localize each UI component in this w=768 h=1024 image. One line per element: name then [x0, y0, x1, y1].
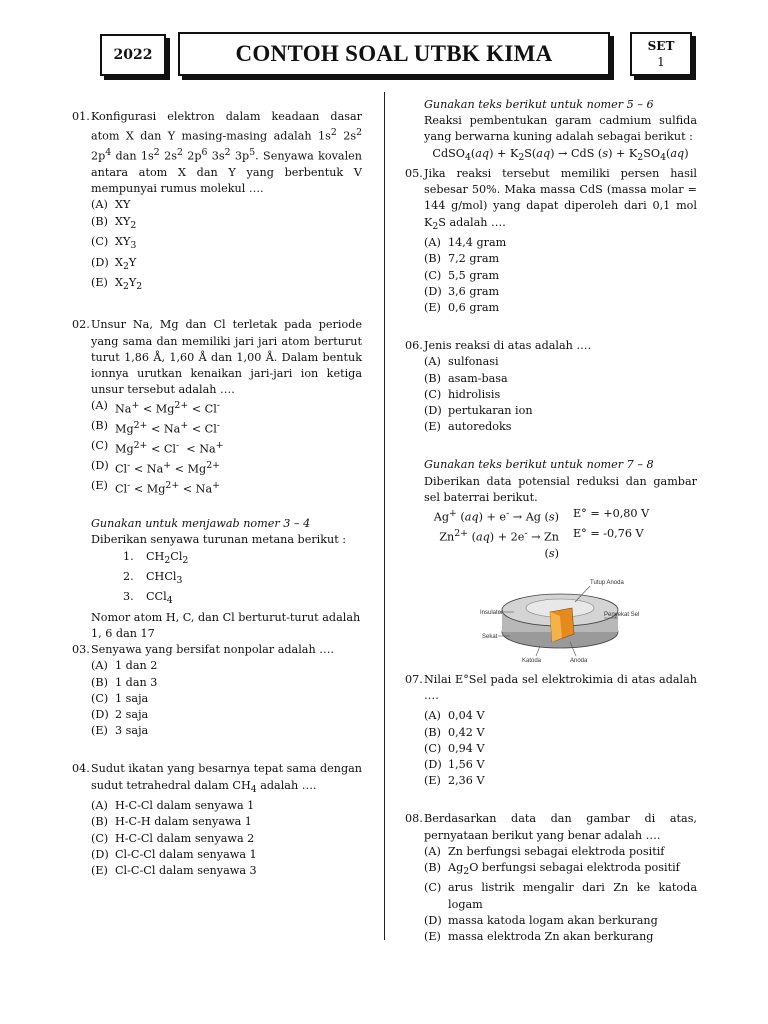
option-c[interactable]: (C) H-C-Cl dalam senyawa 2 [91, 831, 255, 845]
option-e[interactable]: (E) $X_2Y_2$ [91, 276, 143, 293]
question-number: 08. [405, 812, 423, 826]
passage-7-8 [405, 457, 697, 562]
passage-3-4 [72, 516, 362, 642]
question-stem: Sudut ikatan yang besarnya tepat sama dengan sudut tetrahedral dalam $CH_4$ adalah …. [91, 762, 362, 795]
option-b[interactable]: (B) $XY_2$ [91, 214, 137, 231]
question-3 [72, 642, 362, 739]
question-7 [405, 672, 697, 789]
option-c[interactable]: (C) $XY_3$ [91, 235, 137, 252]
passage-heading: Gunakan untuk menjawab nomer 3 – 4 [91, 517, 311, 531]
option-b[interactable]: (B) 1 dan 3 [91, 675, 158, 689]
question-number: 03. [72, 643, 90, 657]
passage-intro: Reaksi pembentukan garam cadmium sulfida yang berwarna kuning adalah sebagai berikut : [424, 114, 697, 144]
option-e[interactable]: (E) $Cl^- < Mg^{2+} < Na^+$ [91, 479, 220, 496]
option-c[interactable]: (C) hidrolisis [424, 387, 501, 401]
options-list [424, 708, 697, 789]
option-b[interactable]: (B) H-C-H dalam senyawa 1 [91, 815, 252, 829]
question-6 [405, 338, 697, 435]
question-stem: Konfigurasi elektron dalam keadaan dasar atom X dan Y masing-masing adalah $1s^2$ $2s^2$ $2p^4$ dan $1s^2$ $2s^2$ $2p^6$ $3s^2$ $3p^5$. Senyawa kovalen antara atom X dan Y yang berbentuk V mempunyai rumus molekul …. [91, 110, 363, 196]
set-label: SET [647, 39, 675, 53]
question-number: 01. [72, 110, 90, 123]
options-list [91, 658, 362, 739]
question-8 [405, 811, 697, 945]
question-number: 04. [72, 762, 90, 776]
question-number: 05. [405, 167, 423, 181]
option-a[interactable]: (A) 14,4 gram [424, 236, 507, 250]
half-reaction-silver: Ag+ (aq) + e- → Ag (s) E° = +0,80 V [433, 506, 650, 524]
question-stem: Senyawa yang bersifat nonpolar adalah …. [91, 643, 334, 657]
option-e[interactable]: (E) massa elektroda Zn akan berkurang [424, 930, 654, 944]
passage-heading: Gunakan teks berikut untuk nomer 7 – 8 [424, 458, 654, 472]
right-column [405, 97, 697, 945]
half-reaction-zinc: $Zn^{2+}$ (aq) + 2e- → Zn (s) E° = -0,76 V [439, 526, 644, 560]
passage-intro: Diberikan data potensial reduksi dan gambar sel baterrai berikut. [424, 474, 697, 504]
option-e[interactable]: (E) autoredoks [424, 420, 512, 434]
option-d[interactable]: (D) $X_2Y$ [91, 255, 137, 272]
label-separator: Penyekat Sel [604, 612, 640, 619]
option-c[interactable]: (C) 1 saja [91, 691, 149, 705]
page-title: CONTOH SOAL UTBK KIMA [235, 41, 553, 66]
option-b[interactable]: (B) 7,2 gram [424, 252, 500, 266]
option-a[interactable]: (A) H-C-Cl dalam senyawa 1 [91, 799, 255, 813]
button-cell-diagram [480, 572, 650, 664]
compound-list [91, 549, 362, 610]
compound-item: 1. $CH_2Cl_2$ [123, 549, 189, 566]
option-d[interactable]: (D) $Cl^- < Na^+ < Mg^{2+}$ [91, 459, 220, 476]
option-d[interactable]: (D) pertukaran ion [424, 403, 533, 417]
question-5 [405, 166, 697, 316]
question-stem: Nilai E°Sel pada sel elektrokimia di atas adalah …. [424, 673, 697, 703]
question-number: 06. [405, 339, 423, 353]
set-number: 1 [657, 55, 665, 69]
label-anode: Anoda [570, 658, 588, 665]
question-number: 02. [72, 318, 90, 332]
option-a[interactable]: (A) sulfonasi [424, 355, 499, 369]
option-c[interactable]: (C) 5,5 gram [424, 268, 500, 282]
option-d[interactable]: (D) 3,6 gram [424, 284, 500, 298]
reaction-equation: CdSO$_4$(aq) + $K_2S(aq)$ → CdS $(s) + K_2SO_4(aq)$ [432, 146, 689, 163]
option-e[interactable]: (E) 3 saja [91, 724, 149, 738]
option-a[interactable]: (A) 1 dan 2 [91, 659, 158, 673]
options-list [424, 235, 697, 316]
label-insulator: Insulator [480, 610, 504, 617]
options-list [424, 844, 697, 945]
question-number: 07. [405, 673, 423, 687]
option-a[interactable]: (A) XY [91, 198, 131, 212]
question-1 [72, 109, 362, 295]
question-stem: Berdasarkan data dan gambar di atas, pernyataan berikut yang benar adalah …. [424, 812, 697, 842]
label-seal: Sekat [482, 634, 498, 641]
option-c[interactable]: (C) arus listrik mengalir dari Zn ke katoda logam [424, 881, 697, 911]
options-list [424, 354, 697, 435]
year-badge [100, 34, 166, 76]
question-stem: Jika reaksi tersebut memiliki persen hasil sebesar 50%. Maka massa CdS (massa molar = 144 g/mol) yang dapat diperoleh dari 0,1 mol $K_2S$ adalah …. [424, 167, 697, 232]
option-a[interactable]: (A) 0,04 V [424, 709, 485, 723]
set-badge [630, 32, 692, 76]
passage-note: Nomor atom H, C, dan Cl berturut-turut adalah 1, 6 dan 17 [91, 610, 361, 641]
compound-item: 3. CCl$_4$ [123, 590, 173, 607]
option-d[interactable]: (D) Cl-C-Cl dalam senyawa 1 [91, 847, 257, 861]
option-e[interactable]: (E) Cl-C-Cl dalam senyawa 3 [91, 863, 257, 877]
compound-item: 2. CHCl$_3$ [123, 569, 183, 587]
option-d[interactable]: (D) massa katoda logam akan berkurang [424, 913, 658, 927]
options-list [91, 197, 362, 295]
option-c[interactable]: (C) 0,94 V [424, 741, 485, 755]
page-title-box [178, 32, 610, 76]
options-list [91, 798, 362, 879]
option-c[interactable]: (C) $Mg^{2+} < Cl^- < Na^+$ [91, 439, 224, 457]
left-column [72, 109, 362, 879]
label-top-cap: Tutup Anoda [590, 580, 624, 587]
options-list [91, 398, 362, 498]
label-cathode: Katoda [522, 658, 542, 665]
passage-5-6 [405, 97, 697, 166]
column-divider [384, 92, 385, 940]
year-text: 2022 [113, 47, 153, 63]
question-4 [72, 761, 362, 879]
question-stem: Unsur Na, Mg dan Cl terletak pada periode yang sama dan memiliki jari jari atom berturut turut 1,86 Å, 1,60 Å dan 1,00 Å. Dalam bentuk ionnya urutkan kenaikan jari-jari ion ketiga unsur tersebut adalah …. [91, 318, 362, 397]
option-b[interactable]: (B) asam-basa [424, 371, 508, 385]
option-d[interactable]: (D) 1,56 V [424, 758, 485, 772]
passage-intro: Diberikan senyawa turunan metana berikut : [91, 533, 347, 547]
passage-heading: Gunakan teks berikut untuk nomer 5 – 6 [424, 98, 654, 111]
option-a[interactable]: (A) $Na^+ < Mg^{2+} < Cl^-$ [91, 399, 220, 417]
question-2 [72, 317, 362, 498]
option-d[interactable]: (D) 2 saja [91, 708, 149, 722]
option-b[interactable]: (B) $Ag_2O$ berfungsi sebagai elektroda positif [424, 861, 680, 878]
option-a[interactable]: (A) Zn berfungsi sebagai elektroda positif [424, 844, 665, 858]
option-e[interactable]: (E) 0,6 gram [424, 300, 500, 314]
option-e[interactable]: (E) 2,36 V [424, 774, 485, 788]
question-stem: Jenis reaksi di atas adalah …. [424, 339, 592, 353]
option-b[interactable]: (B) 0,42 V [424, 725, 485, 739]
option-b[interactable]: (B) $Mg^{2+} < Na^+ < Cl^-$ [91, 419, 220, 437]
